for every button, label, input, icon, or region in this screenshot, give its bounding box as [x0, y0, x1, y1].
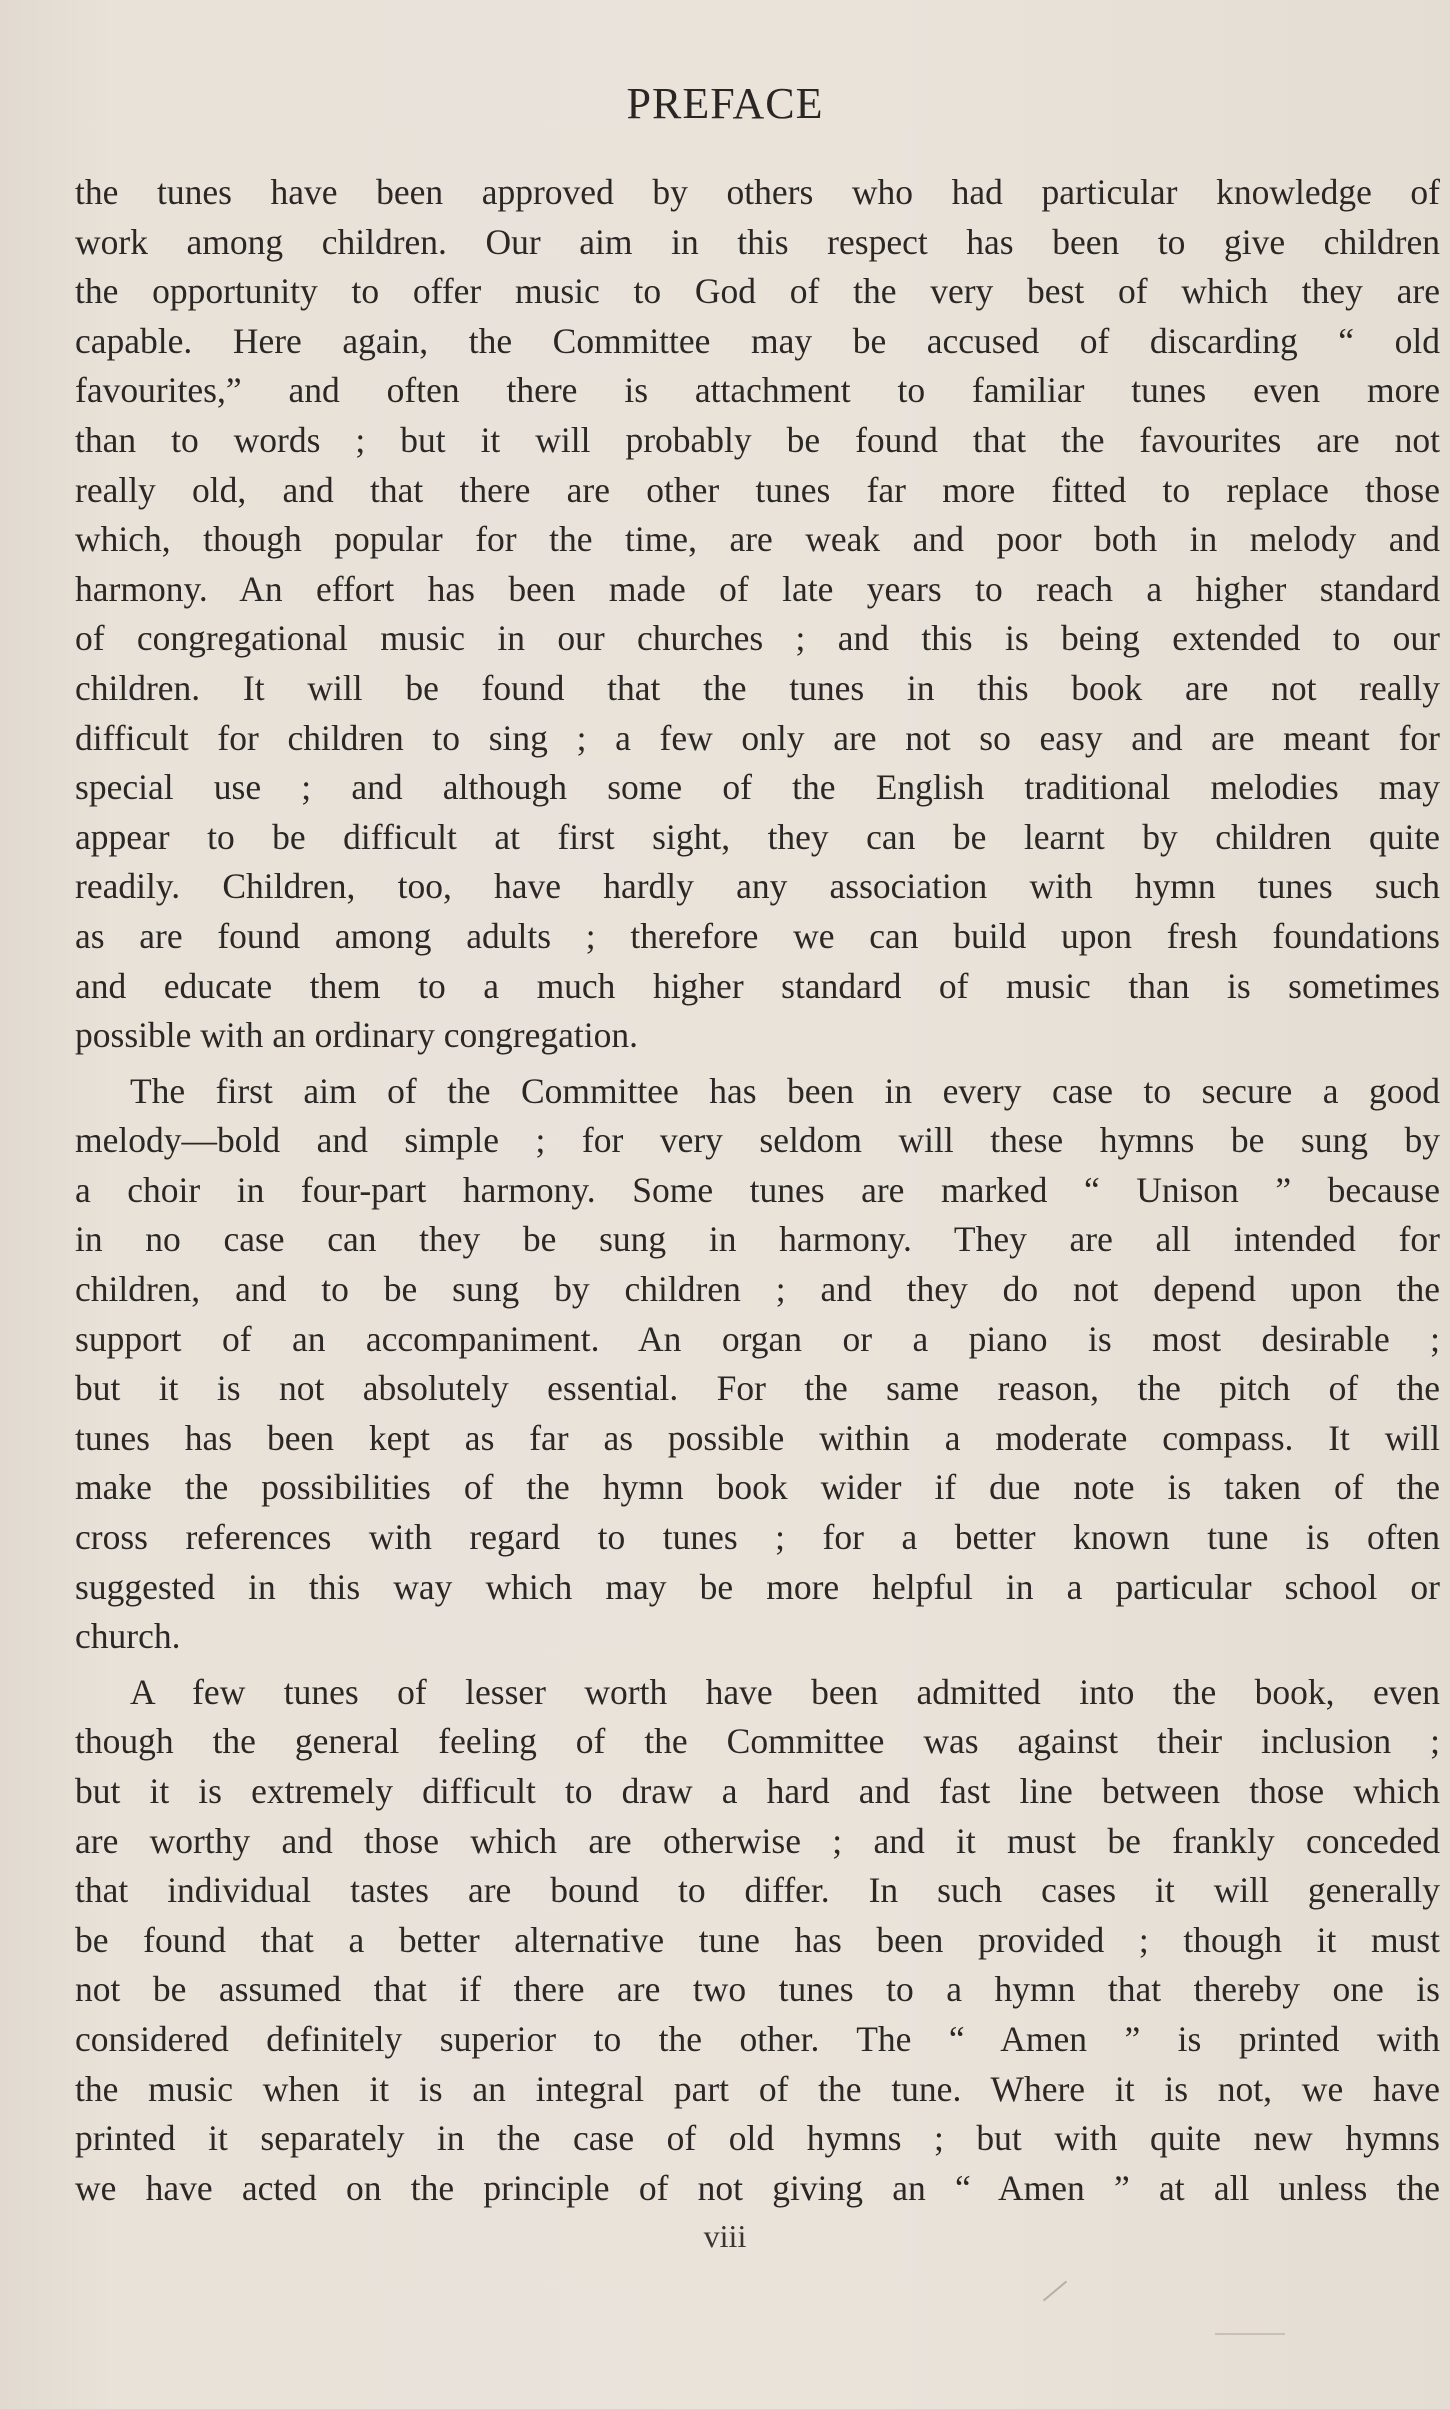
text-line: cross references with regard to tunes ; for a better known tune is often [75, 1517, 1440, 1558]
text-line: we have acted on the principle of not giving an “ Amen ” at all unless the [75, 2167, 1440, 2208]
text-line: make the possibilities of the hymn book wider if due note is taken of the [75, 1467, 1440, 1508]
text-line: printed it separately in the case of old hymns ; but with quite new hymns [75, 2118, 1440, 2159]
paragraph [75, 1668, 1440, 2214]
text-line: capable. Here again, the Committee may be accused of discarding “ old [75, 320, 1440, 361]
text-line: but it is extremely difficult to draw a hard and fast line between those which [75, 1771, 1440, 1811]
text-line: in no case can they be sung in harmony. They are all intended for [75, 1219, 1440, 1260]
text-line: special use ; and although some of the English traditional melodies may [75, 767, 1440, 808]
text-line: the music when it is an integral part of the tune. Where it is not, we have [75, 2068, 1440, 2109]
paragraph [75, 168, 1440, 1061]
text-line: children, and to be sung by children ; and they do not depend upon the [75, 1269, 1440, 1310]
text-line: not be assumed that if there are two tunes to a hymn that thereby one is [75, 1969, 1440, 2010]
text-line: though the general feeling of the Committee was against their inclusion ; [75, 1721, 1440, 1762]
text-line: and educate them to a much higher standard of music than is sometimes [75, 965, 1440, 1006]
text-line: than to words ; but it will probably be found that the favourites are not [75, 419, 1440, 460]
text-line: support of an accompaniment. An organ or a piano is most desirable ; [75, 1318, 1440, 1359]
text-line: which, though popular for the time, are weak and poor both in melody and [75, 519, 1440, 560]
text-line: readily. Children, too, have hardly any association with hymn tunes such [75, 866, 1440, 907]
text-line: favourites,” and often there is attachment to familiar tunes even more [75, 370, 1440, 411]
text-line: appear to be difficult at first sight, they can be learnt by children quite [75, 816, 1440, 857]
text-line: suggested in this way which may be more helpful in a particular school or [75, 1566, 1440, 1607]
text-line: harmony. An effort has been made of late years to reach a higher standard [75, 568, 1440, 609]
text-line: A few tunes of lesser worth have been admitted into the book, even [130, 1671, 1440, 1712]
text-line: difficult for children to sing ; a few only are not so easy and are meant for [75, 717, 1440, 758]
text-line: church. [75, 1616, 181, 1657]
paper-scuff-mark [1215, 2333, 1285, 2335]
text-line: considered definitely superior to the other. The “ Amen ” is printed with [75, 2018, 1440, 2059]
page-number: viii [703, 2218, 747, 2254]
text-line: are worthy and those which are otherwise ; and it must be frankly conceded [75, 1820, 1440, 1861]
text-line: the tunes have been approved by others who had particular knowledge of [75, 172, 1440, 212]
page-title: PREFACE [626, 79, 824, 128]
text-line: work among children. Our aim in this respect has been to give children [75, 221, 1440, 262]
paragraph [75, 1067, 1440, 1662]
text-line: be found that a better alternative tune has been provided ; though it must [75, 1919, 1440, 1960]
text-line: that individual tastes are bound to differ. In such cases it will generally [75, 1870, 1440, 1911]
text-line: but it is not absolutely essential. For the same reason, the pitch of the [75, 1368, 1440, 1409]
text-line: of congregational music in our churches ; and this is being extended to our [75, 618, 1440, 659]
text-line: possible with an ordinary congregation. [75, 1015, 638, 1056]
body-text [75, 168, 1440, 2213]
text-line: The first aim of the Committee has been in every case to secure a good [130, 1070, 1440, 1111]
text-line: melody—bold and simple ; for very seldom will these hymns be sung by [75, 1120, 1440, 1161]
text-line: a choir in four-part harmony. Some tunes are marked “ Unison ” because [75, 1169, 1440, 1210]
text-line: tunes has been kept as far as possible within a moderate compass. It will [75, 1417, 1440, 1458]
pencil-mark [1043, 2281, 1067, 2302]
text-line: the opportunity to offer music to God of the very best of which they are [75, 271, 1440, 312]
text-line: really old, and that there are other tunes far more fitted to replace those [75, 469, 1440, 510]
text-line: as are found among adults ; therefore we can build upon fresh foundations [75, 915, 1440, 956]
text-line: children. It will be found that the tunes in this book are not really [75, 667, 1440, 708]
